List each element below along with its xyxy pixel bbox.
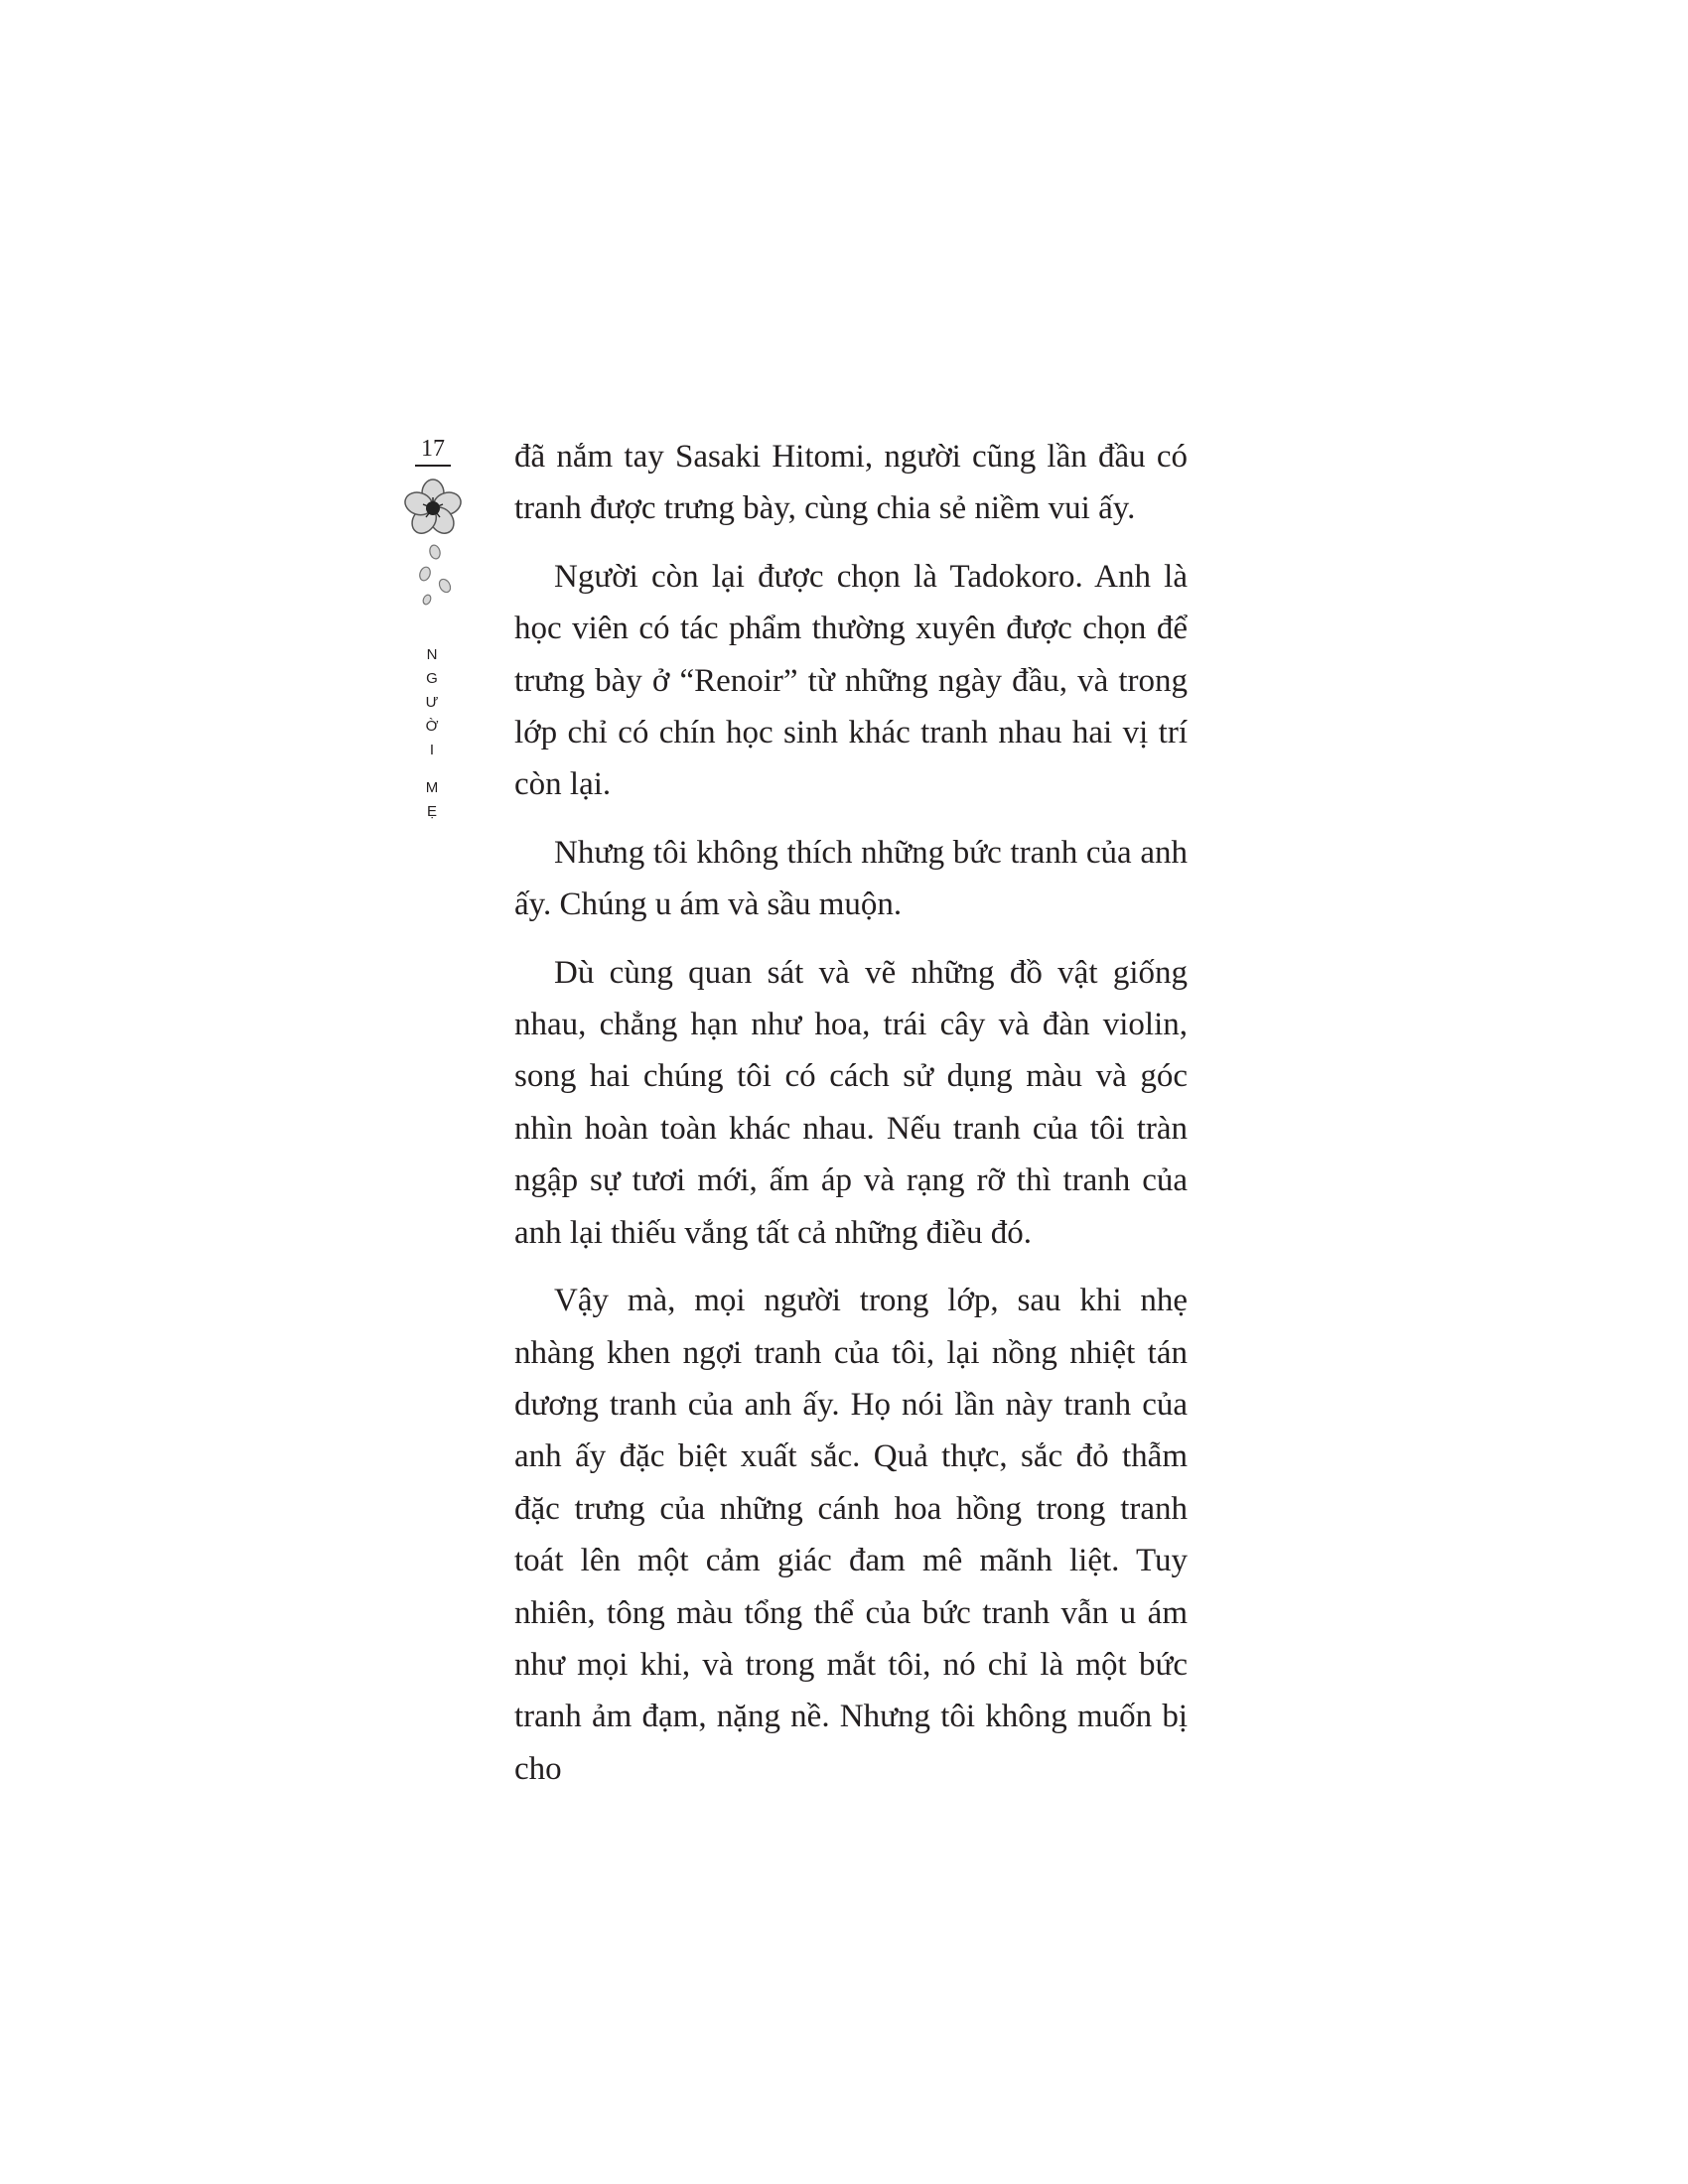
running-title-letter: Ẹ bbox=[426, 803, 437, 820]
running-title-letter: Ư bbox=[425, 694, 439, 711]
paragraph: Nhưng tôi không thích những bức tranh của anh ấy. Chúng u ám và sầu muộn. bbox=[514, 834, 1188, 923]
paragraph: Dù cùng quan sát và vẽ những đồ vật giống nhau, chẳng hạn như hoa, trái cây và đàn violin, song hai chúng tôi có cách sử dụng màu và góc nhìn hoàn toàn khác nhau. Nếu tranh của tôi tràn ngập sự tươi mới, ấm áp và rạng rỡ thì tranh của anh lại thiếu vắng tất cả những điều đó. bbox=[514, 954, 1188, 1251]
running-title bbox=[417, 643, 447, 824]
cherry-blossom-icon bbox=[393, 478, 483, 627]
running-title-letter: M bbox=[425, 779, 439, 796]
paragraph: Vậy mà, mọi người trong lớp, sau khi nhẹ nhàng khen ngợi tranh của tôi, lại nồng nhiệt tán dương tranh của anh ấy. Họ nói lần này tranh của anh ấy đặc biệt xuất sắc. Quả thực, sắc đỏ thẫm đặc trưng của những cánh hoa hồng trong tranh toát lên một cảm giác đam mê mãnh liệt. Tuy nhiên, tông màu tổng thể của bức tranh vẫn u ám như mọi khi, và trong mắt tôi, nó chỉ là một bức tranh ảm đạm, nặng nề. Nhưng tôi không muốn bị cho bbox=[514, 1283, 1188, 1787]
paragraph: Người còn lại được chọn là Tadokoro. Anh là học viên có tác phẩm thường xuyên được chọn để trưng bày ở “Renoir” từ những ngày đầu, và trong lớp chỉ có chín học sinh khác tranh nhau hai vị trí còn lại. bbox=[514, 558, 1188, 803]
running-title-letter: I bbox=[429, 742, 435, 758]
running-title-letter: Ờ bbox=[425, 718, 439, 735]
page-number: 17 bbox=[415, 435, 451, 467]
running-title-letter: G bbox=[426, 670, 438, 687]
running-title-letter: N bbox=[426, 646, 438, 663]
running-title-gap bbox=[417, 762, 447, 776]
body-text bbox=[514, 431, 1188, 1811]
paragraph: đã nắm tay Sasaki Hitomi, người cũng lần đầu có tranh được trưng bày, cùng chia sẻ niềm vui ấy. bbox=[514, 439, 1188, 527]
